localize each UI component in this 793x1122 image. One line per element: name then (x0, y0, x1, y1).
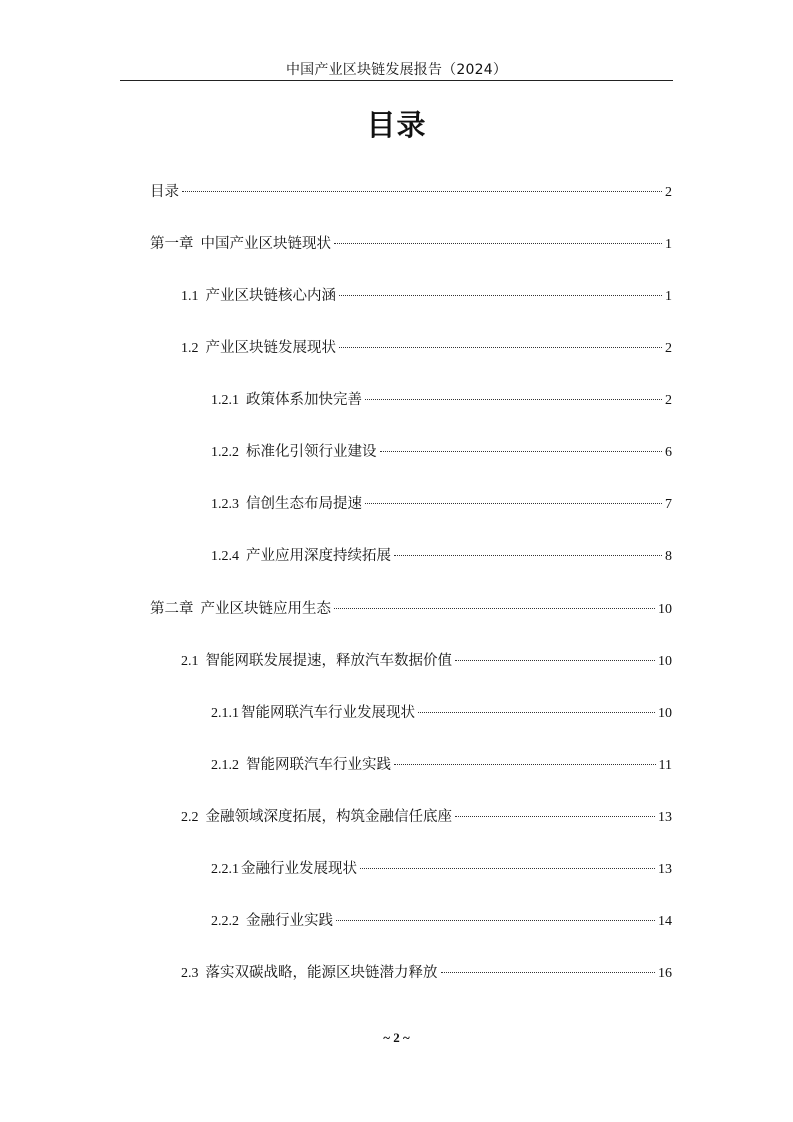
toc-entry-number: 1.2 (181, 341, 199, 356)
toc-leader-dots (182, 191, 662, 192)
toc-entry-page: 10 (658, 706, 672, 721)
toc-entry-text: 产业区块链发展现状 (205, 340, 336, 356)
toc-entry-text: 政策体系加快完善 (246, 392, 362, 408)
toc-entry-text: 金融领域深度拓展，构筑金融信任底座 (205, 809, 452, 825)
toc-entry-page: 13 (658, 862, 672, 877)
toc-entry-1-2[interactable] (181, 337, 672, 359)
toc-entry-page: 7 (665, 497, 672, 512)
toc-entry-text: 智能网联汽车行业实践 (246, 757, 391, 773)
toc-entry-number: 2.3 (181, 966, 199, 981)
toc-leader-dots (394, 555, 662, 556)
toc-entry-2-2[interactable] (181, 806, 672, 828)
toc-entry-page: 13 (658, 810, 672, 825)
toc-leader-dots (455, 660, 655, 661)
toc-entry-number: 1.1 (181, 289, 199, 304)
toc-leader-dots (455, 816, 655, 817)
toc-leader-dots (339, 347, 662, 348)
toc-entry-page: 2 (665, 393, 672, 408)
toc-entry-contents[interactable] (150, 181, 672, 203)
toc-entry-1-2-3[interactable] (211, 493, 672, 515)
toc-entry-2-3[interactable] (181, 962, 672, 984)
toc-entry-number: 1.2.3 (211, 497, 239, 512)
header-divider (120, 80, 673, 81)
toc-entry-page: 14 (658, 914, 672, 929)
toc-entry-page: 11 (658, 758, 672, 773)
toc-entry-number: 2.1.2 (211, 758, 239, 773)
toc-entry-chapter-1[interactable] (150, 233, 672, 255)
toc-entry-number: 第二章 (150, 601, 194, 617)
toc-entry-page: 10 (658, 602, 672, 617)
toc-leader-dots (365, 503, 662, 504)
toc-leader-dots (380, 451, 663, 452)
toc-entry-number: 2.2 (181, 810, 199, 825)
toc-entry-text: 落实双碳战略，能源区块链潜力释放 (205, 965, 438, 981)
toc-leader-dots (365, 399, 662, 400)
toc-entry-1-1[interactable] (181, 285, 672, 307)
toc-entry-number: 2.1.1 (211, 706, 239, 721)
toc-entry-page: 1 (665, 237, 672, 252)
toc-entry-text: 标准化引领行业建设 (246, 444, 377, 460)
toc-title: 目录 (366, 108, 427, 142)
toc-entry-chapter-2[interactable] (150, 598, 672, 620)
toc-entry-number: 1.2.1 (211, 393, 239, 408)
toc-entry-number: 1.2.2 (211, 445, 239, 460)
toc-entry-text: 智能网联汽车行业发展现状 (241, 705, 415, 721)
toc-leader-dots (334, 608, 655, 609)
toc-entry-text: 目录 (150, 184, 179, 200)
toc-entry-2-1-2[interactable] (211, 754, 672, 776)
toc-leader-dots (441, 972, 656, 973)
toc-entry-text: 智能网联发展提速，释放汽车数据价值 (205, 653, 452, 669)
toc-entry-text: 金融行业发展现状 (241, 861, 357, 877)
toc-leader-dots (394, 764, 656, 765)
toc-entry-2-2-1[interactable] (211, 858, 672, 880)
toc-entry-1-2-2[interactable] (211, 441, 672, 463)
toc-entry-1-2-1[interactable] (211, 389, 672, 411)
toc-entry-2-1-1[interactable] (211, 702, 672, 724)
toc-entry-number: 2.2.2 (211, 914, 239, 929)
toc-leader-dots (336, 920, 655, 921)
toc-entry-page: 2 (665, 185, 672, 200)
toc-entry-text: 信创生态布局提速 (246, 496, 362, 512)
toc-entry-page: 16 (658, 966, 672, 981)
toc-leader-dots (339, 295, 662, 296)
toc-entry-number: 第一章 (150, 236, 194, 252)
toc-entry-text: 中国产业区块链现状 (200, 236, 331, 252)
toc-leader-dots (360, 868, 655, 869)
toc-entry-text: 产业应用深度持续拓展 (246, 548, 391, 564)
toc-entry-page: 10 (658, 654, 672, 669)
toc-entry-2-1[interactable] (181, 650, 672, 672)
toc-entry-number: 1.2.4 (211, 549, 239, 564)
toc-entry-text: 金融行业实践 (246, 913, 333, 929)
toc-entry-text: 产业区块链核心内涵 (205, 288, 336, 304)
running-header: 中国产业区块链发展报告（2024） (285, 62, 508, 78)
toc-entry-text: 产业区块链应用生态 (200, 601, 331, 617)
toc-entry-2-2-2[interactable] (211, 910, 672, 932)
toc-leader-dots (334, 243, 662, 244)
toc-entry-page: 8 (665, 549, 672, 564)
toc-entry-page: 1 (665, 289, 672, 304)
toc-entry-page: 2 (665, 341, 672, 356)
toc-leader-dots (418, 712, 655, 713)
toc-entry-page: 6 (665, 445, 672, 460)
toc-entry-number: 2.2.1 (211, 862, 239, 877)
toc-entry-number: 2.1 (181, 654, 199, 669)
page-number: ~ 2 ~ (383, 1030, 410, 1045)
toc-entry-1-2-4[interactable] (211, 545, 672, 567)
